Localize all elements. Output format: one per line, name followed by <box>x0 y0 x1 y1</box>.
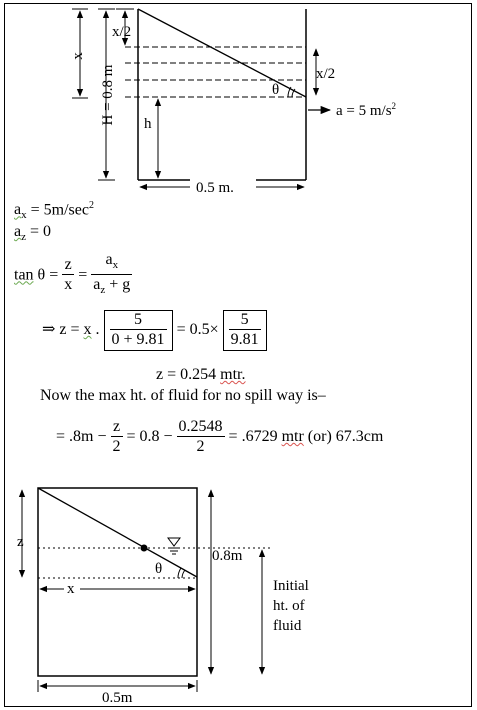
eq-frac-ax-az: $\frac{a_x}{a_z + g}$ <box>93 251 131 297</box>
eq-final-frac-z-2: $\frac{z}{2}$ <box>112 418 121 455</box>
eq-implies-x: x <box>83 321 92 339</box>
eq-z-expression: ⇒ z = x . $\frac{5}{0 + 9.81}$ = 0.5× $\frac{5}{9.81}$ <box>42 310 267 351</box>
bottom-label-initial-2: ht. of <box>273 598 305 614</box>
top-label-H: H = 0.8 m <box>100 64 116 126</box>
top-label-x: x <box>70 52 86 60</box>
bottom-label-x: x <box>67 581 75 597</box>
statement-text: Now the max ht. of fluid for no spill way is– <box>40 387 326 404</box>
eq-az: $a_z = 0$ <box>14 223 52 244</box>
bottom-label-z: z <box>17 534 24 550</box>
eq-bracket-1: $\frac{5}{0 + 9.81}$ <box>104 310 173 351</box>
eq-z-unit: mtr. <box>220 366 246 383</box>
top-label-theta: θ <box>272 82 280 98</box>
eq-frac-z-x: $\frac{z}{x}$ <box>64 256 73 294</box>
bottom-tank-diagram <box>17 488 309 706</box>
eq-tan-theta: tan θ = $\frac{z}{x}$ = $\frac{a_x}{a_z + g}$ <box>14 251 132 300</box>
top-label-accel: a = 5 $m/s^2$ <box>336 101 397 119</box>
top-free-surface <box>138 9 306 97</box>
eq-bracket-2: $\frac{5}{9.81}$ <box>223 310 267 351</box>
eq-ax-symbol: $a_x$ <box>14 201 27 222</box>
eq-tan: tan <box>14 266 34 284</box>
bottom-tank-outline <box>38 488 197 676</box>
bottom-label-initial-1: Initial <box>273 578 309 594</box>
top-label-width: 0.5 m. <box>196 180 234 196</box>
eq-ax: $a_x = 5m/\sec^2$ <box>14 200 94 222</box>
water-level-icon <box>168 538 180 554</box>
top-label-h: h <box>144 116 152 132</box>
eq-final-frac-value: $\frac{0.2548}{2}$ <box>178 418 223 455</box>
top-tank-diagram <box>70 9 396 196</box>
bottom-label-theta: θ <box>155 561 163 577</box>
bottom-theta-arc <box>182 570 185 578</box>
eq-final: = .8m − $\frac{z}{2}$ = 0.8 − $\frac{0.2548}{2}$ = .6729 mtr (or) 67.3cm <box>56 418 384 455</box>
top-label-x-half-right: x/2 <box>316 66 336 82</box>
bottom-free-surface <box>38 488 197 577</box>
bottom-label-height: 0.8m <box>212 548 243 564</box>
bottom-theta-arc-2 <box>178 568 181 578</box>
bottom-label-initial-3: fluid <box>273 618 302 634</box>
eq-z-result: z = 0.254 mtr. <box>156 366 246 383</box>
eq-az-symbol: $a_z$ <box>14 223 26 244</box>
top-label-x-half: x/2 <box>112 24 132 40</box>
eq-final-unit: mtr <box>281 428 304 446</box>
bottom-pivot-dot <box>141 545 148 552</box>
bottom-label-width: 0.5m <box>102 690 133 706</box>
